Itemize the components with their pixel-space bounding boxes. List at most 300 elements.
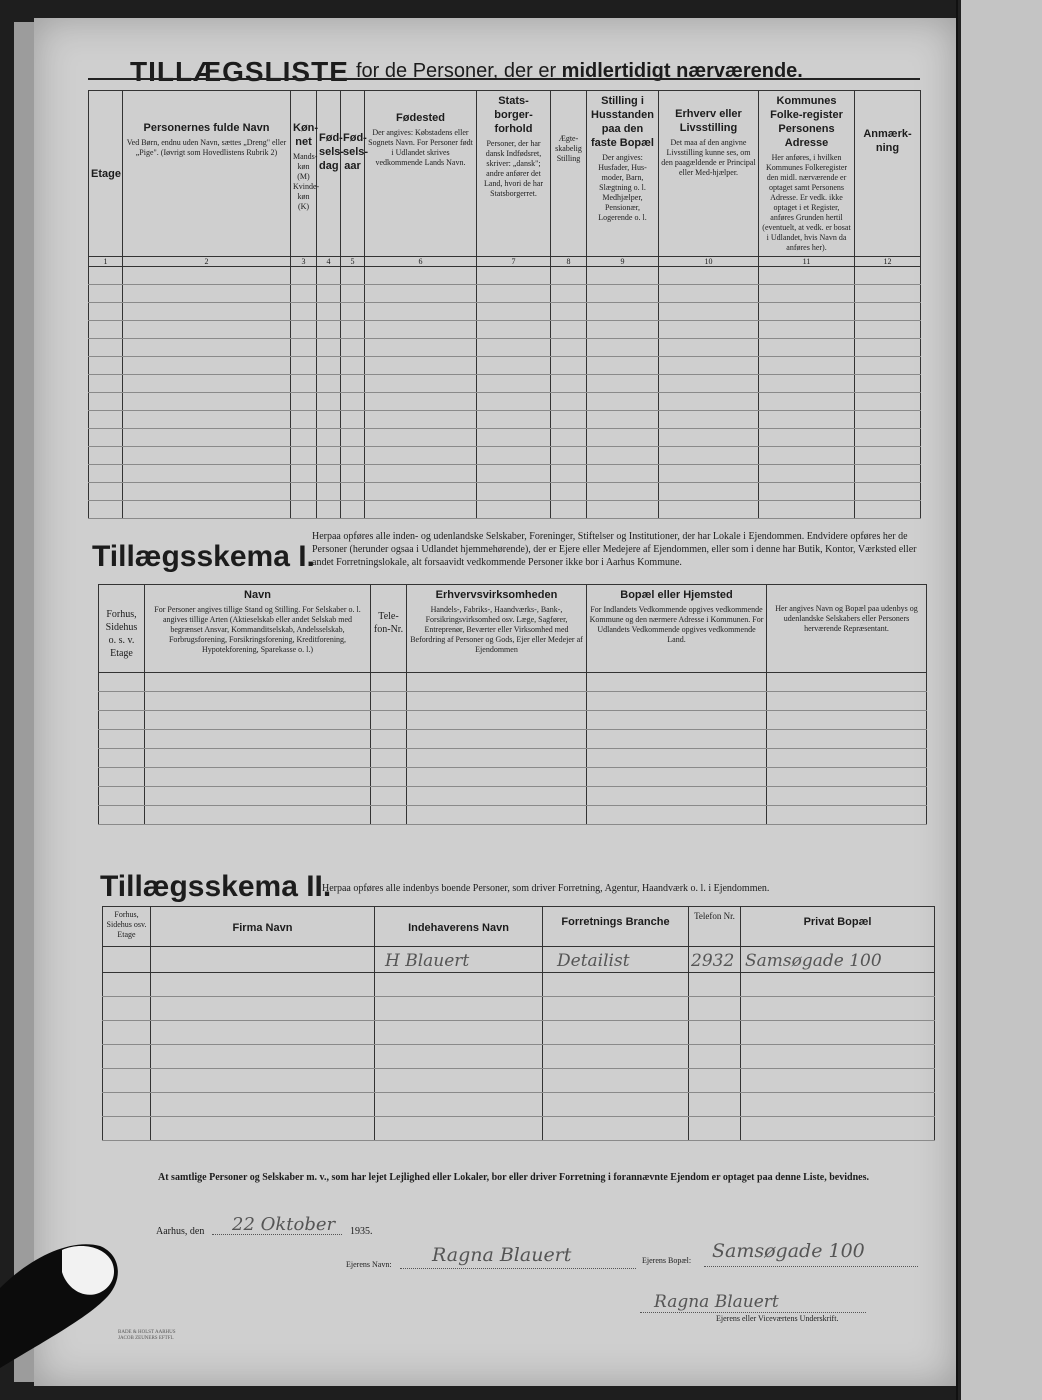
- cell: [291, 465, 317, 483]
- cell: [407, 711, 587, 730]
- table-row: [99, 806, 927, 825]
- cell: [741, 997, 935, 1021]
- cell: [123, 339, 291, 357]
- cell: [365, 411, 477, 429]
- cell: [587, 501, 659, 519]
- cell: [587, 339, 659, 357]
- cell: [375, 1021, 543, 1045]
- cell: [365, 375, 477, 393]
- table-row: [103, 1117, 935, 1141]
- col-num: 11: [759, 257, 855, 267]
- cell: [587, 375, 659, 393]
- cell: [317, 429, 341, 447]
- cell: [123, 411, 291, 429]
- cell: [103, 1117, 151, 1141]
- cell: [587, 267, 659, 285]
- cell: [103, 997, 151, 1021]
- col-marital: Ægte-skabelig Stilling: [551, 91, 587, 257]
- cell: [543, 1093, 689, 1117]
- cell: [689, 1021, 741, 1045]
- cell: [477, 285, 551, 303]
- cell: [291, 393, 317, 411]
- form-title: TILLÆGSLISTE: [130, 56, 349, 87]
- cell: [145, 730, 371, 749]
- cell: [759, 393, 855, 411]
- cell: [477, 375, 551, 393]
- cell: [587, 749, 767, 768]
- table-row: [89, 411, 921, 429]
- cell: [689, 1045, 741, 1069]
- table-row: [89, 339, 921, 357]
- cell: [89, 447, 123, 465]
- col-occupation: Erhverv eller Livsstilling Det maa af den angivne Livsstilling kunne ses, om den paagældende er Principal eller Med-hjælper.: [659, 91, 759, 257]
- cell: [855, 303, 921, 321]
- address-entry: Samsøgade 100: [745, 951, 882, 971]
- cell: [551, 339, 587, 357]
- form-subtitle: for de Personer, der er midlertidigt nærværende.: [356, 60, 803, 82]
- table-row: [99, 787, 927, 806]
- table-row: [89, 465, 921, 483]
- col-birthday: Fød-sels-dag: [317, 91, 341, 257]
- cell: [407, 730, 587, 749]
- cell: [371, 692, 407, 711]
- cell: [291, 321, 317, 339]
- col-birthyear: Fød-sels-aar: [341, 91, 365, 257]
- cell: [759, 357, 855, 375]
- cell: [341, 375, 365, 393]
- cell: [587, 429, 659, 447]
- cell: [291, 285, 317, 303]
- cell: [123, 357, 291, 375]
- cell: [317, 357, 341, 375]
- cell: [543, 973, 689, 997]
- cell: [89, 501, 123, 519]
- s2-col-phone: Telefon Nr.: [689, 907, 741, 947]
- cell: [123, 393, 291, 411]
- cell: [543, 947, 689, 973]
- cell: [145, 749, 371, 768]
- s2-col-address: Privat Bopæl: [741, 907, 935, 947]
- cell: [371, 787, 407, 806]
- cell: [543, 997, 689, 1021]
- cell: [317, 321, 341, 339]
- col-etage: Etage: [89, 91, 123, 257]
- table-row: [103, 973, 935, 997]
- cell: [89, 267, 123, 285]
- cell: [551, 267, 587, 285]
- cell: [551, 321, 587, 339]
- cell: [477, 303, 551, 321]
- cell: [291, 339, 317, 357]
- cell: [741, 1021, 935, 1045]
- col-gender: Køn-net Mands-køn (M) Kvinde-køn (K): [291, 91, 317, 257]
- cell: [103, 947, 151, 973]
- cell: [689, 1069, 741, 1093]
- cell: [759, 303, 855, 321]
- cell: [659, 483, 759, 501]
- cell: [99, 768, 145, 787]
- s1-col-etage: Forhus, Sidehus o. s. v. Etage: [99, 585, 145, 673]
- cell: [767, 806, 927, 825]
- cell: [477, 411, 551, 429]
- cell: [587, 768, 767, 787]
- cell: [317, 285, 341, 303]
- cell: [89, 483, 123, 501]
- cell: [659, 501, 759, 519]
- cell: [375, 997, 543, 1021]
- cell: [365, 483, 477, 501]
- cell: [145, 711, 371, 730]
- cell: [659, 357, 759, 375]
- cell: [587, 730, 767, 749]
- table-row: [99, 749, 927, 768]
- cell: [767, 692, 927, 711]
- year: 1935.: [350, 1226, 373, 1237]
- cell: [767, 768, 927, 787]
- table-row: [103, 1045, 935, 1069]
- cell: [855, 411, 921, 429]
- cell: [759, 375, 855, 393]
- cell: [99, 673, 145, 692]
- cell: [689, 973, 741, 997]
- cell: [689, 1117, 741, 1141]
- table-row: [89, 393, 921, 411]
- cell: [855, 465, 921, 483]
- owner-name-label: Ejerens Navn:: [346, 1260, 392, 1269]
- col-remark: Anmærk-ning: [855, 91, 921, 257]
- table-row: [99, 673, 927, 692]
- cell: [741, 947, 935, 973]
- cell: [145, 692, 371, 711]
- table-row: [99, 730, 927, 749]
- signature-line: [640, 1312, 866, 1313]
- cell: [689, 947, 741, 973]
- cell: [477, 465, 551, 483]
- s1-col-name: Navn For Personer angives tillige Stand og Stilling. For Selskaber o. l. angives tillige Arten (Aktieselskab eller andet Selskab med begrænset Ansvar, Kommanditselskab, Andelsselskab, Forbrugsforening, Forsikringsforening, Kreditforening, Hypotekforening, Sparekasse o. l.): [145, 585, 371, 673]
- cell: [767, 787, 927, 806]
- cell: [365, 267, 477, 285]
- owner-address-handwritten: Samsøgade 100: [712, 1240, 865, 1262]
- cell: [291, 429, 317, 447]
- column-numbers: [89, 257, 921, 267]
- owner-name-handwritten: Ragna Blauert: [432, 1244, 572, 1266]
- cell: [759, 321, 855, 339]
- col-num: 1: [89, 257, 123, 267]
- cell: [365, 285, 477, 303]
- cell: [145, 673, 371, 692]
- col-num: 5: [341, 257, 365, 267]
- cell: [855, 375, 921, 393]
- finger-overlay: [0, 1228, 120, 1368]
- cell: [317, 375, 341, 393]
- cell: [151, 973, 375, 997]
- cell: [145, 768, 371, 787]
- cell: [145, 787, 371, 806]
- cell: [855, 357, 921, 375]
- cell: [365, 429, 477, 447]
- cell: [741, 973, 935, 997]
- cell: [477, 357, 551, 375]
- cell: [375, 973, 543, 997]
- table-row: [89, 267, 921, 285]
- cell: [477, 393, 551, 411]
- cell: [587, 806, 767, 825]
- cell: [365, 357, 477, 375]
- cell: [689, 997, 741, 1021]
- cell: [99, 692, 145, 711]
- cell: [317, 393, 341, 411]
- cell: [123, 321, 291, 339]
- cell: [317, 267, 341, 285]
- cell: [855, 429, 921, 447]
- cell: [341, 303, 365, 321]
- cell: [365, 321, 477, 339]
- cell: [855, 267, 921, 285]
- cell: [759, 447, 855, 465]
- table-row: [89, 285, 921, 303]
- s1-col-residence: Bopæl eller Hjemsted For Indlandets Vedkommende opgives vedkommende Kommune og den nærmere Adresse i Kommunen. For Udlandets Vedkommende opgives vedkommende Land.: [587, 585, 767, 673]
- cell: [855, 321, 921, 339]
- cell: [587, 411, 659, 429]
- cell: [103, 973, 151, 997]
- cell: [341, 483, 365, 501]
- cell: [291, 501, 317, 519]
- cell: [659, 465, 759, 483]
- phone-entry: 2932: [691, 951, 735, 971]
- cell: [123, 483, 291, 501]
- cell: [291, 483, 317, 501]
- cell: [145, 806, 371, 825]
- s2-col-etage: Forhus, Sidehus osv. Etage: [103, 907, 151, 947]
- city-date-label: Aarhus, den: [156, 1226, 205, 1237]
- cell: [89, 429, 123, 447]
- cell: [123, 501, 291, 519]
- table-row: [89, 429, 921, 447]
- cell: [689, 1093, 741, 1117]
- col-num: 2: [123, 257, 291, 267]
- col-num: 4: [317, 257, 341, 267]
- main-table-body: [89, 267, 921, 519]
- cell: [341, 339, 365, 357]
- cell: [123, 375, 291, 393]
- cell: [587, 393, 659, 411]
- cell: [89, 303, 123, 321]
- cell: [341, 285, 365, 303]
- cell: [407, 768, 587, 787]
- s2-col-branch: Forretnings Branche: [543, 907, 689, 947]
- skema2-header: [103, 907, 935, 947]
- col-household: Stilling i Husstanden paa den faste Bopæl Der angives: Husfader, Hus-moder, Barn, Slægtning o. l. Medhjælper, Pensionær, Logerende o. l.: [587, 91, 659, 257]
- cell: [365, 447, 477, 465]
- cell: [341, 357, 365, 375]
- col-num: 8: [551, 257, 587, 267]
- cell: [341, 393, 365, 411]
- cell: [151, 947, 375, 973]
- main-table: [88, 90, 921, 519]
- cell: [317, 483, 341, 501]
- cell: [407, 787, 587, 806]
- cell: [365, 393, 477, 411]
- col-num: 9: [587, 257, 659, 267]
- cell: [371, 749, 407, 768]
- table-row: [89, 483, 921, 501]
- cell: [365, 501, 477, 519]
- cell: [551, 447, 587, 465]
- cell: [551, 375, 587, 393]
- cell: [587, 711, 767, 730]
- owner-address-label: Ejerens Bopæl:: [642, 1256, 692, 1265]
- cell: [317, 447, 341, 465]
- cell: [551, 357, 587, 375]
- cell: [123, 285, 291, 303]
- cell: [407, 806, 587, 825]
- cell: [103, 1045, 151, 1069]
- cell: [587, 692, 767, 711]
- cell: [741, 1069, 935, 1093]
- col-register: Kommunes Folke-register Personens Adresse Her anføres, i hvilken Kommunes Folkeregister den midl. nærværende er optaget samt Personens Adresse. Er vedk. ikke optaget i et Register, anføres Grunden hertil (eventuelt, at vedk. er bosat i Udlandet, hvis Navn da anføres her).: [759, 91, 855, 257]
- col-name: Personernes fulde Navn Ved Børn, endnu uden Navn, sættes „Dreng" eller „Pige". (Iøvrigt som Hovedlistens Rubrik 2): [123, 91, 291, 257]
- signature-handwritten: Ragna Blauert: [654, 1292, 779, 1312]
- cell: [767, 673, 927, 692]
- cell: [103, 1069, 151, 1093]
- table-row: [103, 947, 935, 973]
- cell: [371, 711, 407, 730]
- cell: [291, 411, 317, 429]
- cell: [477, 483, 551, 501]
- cell: [587, 321, 659, 339]
- cell: [741, 1093, 935, 1117]
- cell: [477, 429, 551, 447]
- skema2-table: [102, 906, 935, 1141]
- col-num: 10: [659, 257, 759, 267]
- cell: [291, 447, 317, 465]
- cell: [99, 749, 145, 768]
- main-table-header: [89, 91, 921, 257]
- cell: [659, 321, 759, 339]
- cell: [543, 1045, 689, 1069]
- date-handwritten: 22 Oktober: [232, 1214, 336, 1235]
- date-line: [212, 1234, 342, 1235]
- adjacent-page: [958, 0, 1042, 1400]
- branch-entry: Detailist: [557, 951, 630, 971]
- cell: [317, 501, 341, 519]
- cell: [855, 501, 921, 519]
- cell: [543, 1021, 689, 1045]
- cell: [341, 411, 365, 429]
- cell: [341, 447, 365, 465]
- cell: [89, 393, 123, 411]
- cell: [587, 465, 659, 483]
- cell: [767, 730, 927, 749]
- cell: [855, 447, 921, 465]
- skema1-title: Tillægsskema I.: [92, 540, 315, 573]
- signature-label: Ejerens eller Viceværtens Underskrift.: [716, 1314, 839, 1323]
- cell: [375, 1069, 543, 1093]
- cell: [365, 303, 477, 321]
- cell: [291, 303, 317, 321]
- cell: [151, 1021, 375, 1045]
- cell: [551, 483, 587, 501]
- cell: [759, 339, 855, 357]
- cell: [375, 1045, 543, 1069]
- cell: [587, 483, 659, 501]
- cell: [855, 339, 921, 357]
- cell: [123, 447, 291, 465]
- cell: [89, 375, 123, 393]
- cell: [659, 303, 759, 321]
- cell: [371, 730, 407, 749]
- title-rule: [88, 78, 920, 80]
- cell: [659, 429, 759, 447]
- cell: [587, 787, 767, 806]
- col-num: 7: [477, 257, 551, 267]
- cell: [543, 1117, 689, 1141]
- cell: [659, 339, 759, 357]
- table-row: [99, 692, 927, 711]
- cell: [151, 1069, 375, 1093]
- cell: [99, 730, 145, 749]
- table-row: [89, 357, 921, 375]
- cell: [659, 411, 759, 429]
- owner-address-line: [704, 1266, 918, 1267]
- cell: [855, 393, 921, 411]
- table-row: [89, 303, 921, 321]
- cell: [407, 749, 587, 768]
- cell: [375, 1093, 543, 1117]
- cell: [371, 806, 407, 825]
- cell: [151, 1093, 375, 1117]
- skema1-table: [98, 584, 927, 825]
- cell: [587, 303, 659, 321]
- cell: [759, 267, 855, 285]
- skema2-body: [103, 973, 935, 1141]
- printer-mark: BADE & HOLST AARHUS JACOB ZEUNERS EFTFL: [118, 1330, 176, 1341]
- cell: [375, 947, 543, 973]
- table-row: [89, 375, 921, 393]
- s1-col-business: Erhvervsvirksomheden Handels-, Fabriks-, Haandværks-, Bank-, Forsikringsvirksomhed osv. Læge, Sagfører, Entreprenør, Beværter eller Virksomhed med Befordring af Personer og Gods, Ejer eller Medejer af Ejendommen: [407, 585, 587, 673]
- cell: [477, 501, 551, 519]
- cell: [317, 303, 341, 321]
- s2-col-firm: Firma Navn: [151, 907, 375, 947]
- cell: [477, 267, 551, 285]
- cell: [551, 285, 587, 303]
- cell: [855, 483, 921, 501]
- cell: [371, 673, 407, 692]
- cell: [407, 692, 587, 711]
- skema2-description: Herpaa opføres alle indenbys boende Personer, som driver Forretning, Agentur, Haandværk o. l. i Ejendommen.: [322, 883, 770, 894]
- cell: [741, 1117, 935, 1141]
- cell: [151, 1045, 375, 1069]
- col-citizenship: Stats-borger-forhold Personer, der har dansk Indfødsret, skriver: „dansk"; andre anfører det Land, hvori de har Statsborgerret.: [477, 91, 551, 257]
- cell: [89, 321, 123, 339]
- cell: [291, 357, 317, 375]
- cell: [767, 711, 927, 730]
- cell: [551, 501, 587, 519]
- cell: [341, 501, 365, 519]
- cell: [477, 339, 551, 357]
- skema1-header: [99, 585, 927, 673]
- cell: [759, 501, 855, 519]
- cell: [375, 1117, 543, 1141]
- cell: [99, 711, 145, 730]
- cell: [855, 285, 921, 303]
- col-num: 12: [855, 257, 921, 267]
- table-row: [103, 1069, 935, 1093]
- cell: [759, 285, 855, 303]
- cell: [341, 321, 365, 339]
- s1-col-representative: Her angives Navn og Bopæl paa udenbys og udenlandske Selskabers eller Personers herværende Repræsentant.: [767, 585, 927, 673]
- cell: [151, 997, 375, 1021]
